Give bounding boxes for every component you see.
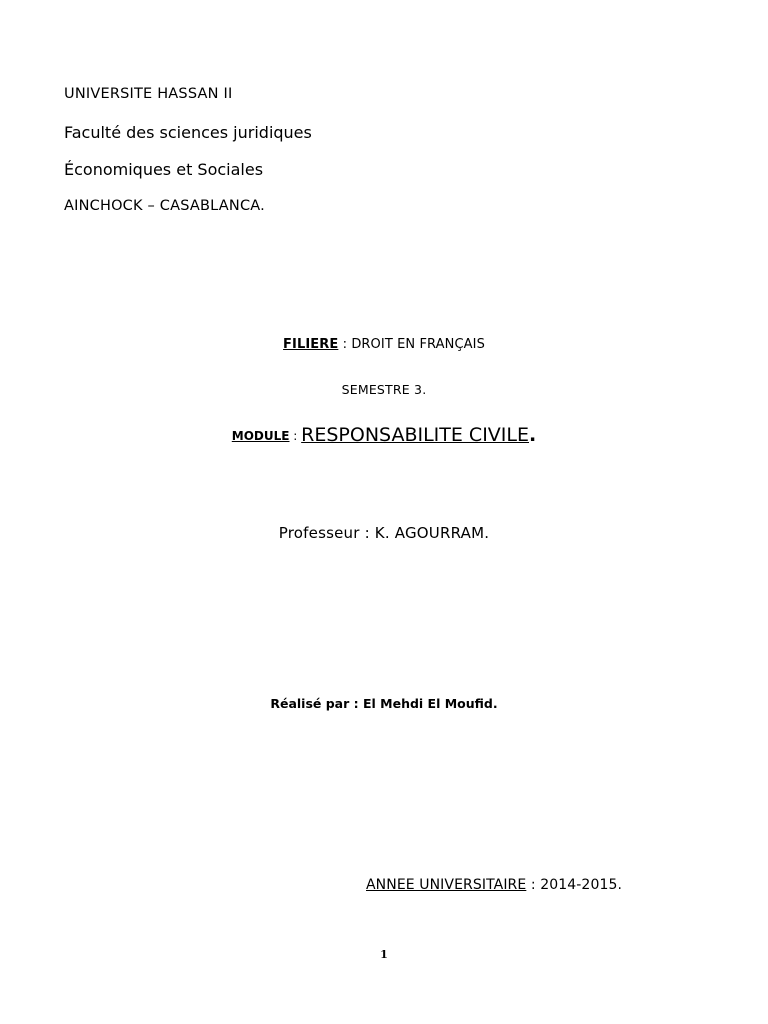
page-number: 1 (380, 948, 388, 961)
module-separator: : (289, 429, 302, 443)
module-terminal: . (529, 424, 537, 446)
academic-year-value: 2014-2015. (540, 877, 623, 893)
academic-year-label: ANNEE UNIVERSITAIRE (366, 877, 527, 893)
faculty-subtitle: Économiques et Sociales (64, 160, 264, 179)
module-label: MODULE (231, 429, 290, 443)
author-line: Réalisé par : El Mehdi El Moufid. (270, 696, 498, 711)
campus-location: AINCHOCK – CASABLANCA. (64, 198, 265, 214)
filiere-value: DROIT EN FRANÇAIS (351, 337, 485, 352)
university-name: UNIVERSITE HASSAN II (64, 86, 233, 102)
academic-year-separator: : (526, 877, 541, 893)
module-line (0, 424, 768, 446)
filiere-label: FILIERE (283, 337, 339, 352)
module-title: RESPONSABILITE CIVILE (301, 424, 529, 446)
semestre-line: SEMESTRE 3. (341, 382, 427, 397)
filiere-separator: : (338, 337, 352, 352)
filiere-line (0, 337, 768, 352)
professor-line: Professeur : K. AGOURRAM. (278, 524, 490, 542)
academic-year-line (366, 877, 622, 893)
faculty-name: Faculté des sciences juridiques (64, 123, 312, 142)
